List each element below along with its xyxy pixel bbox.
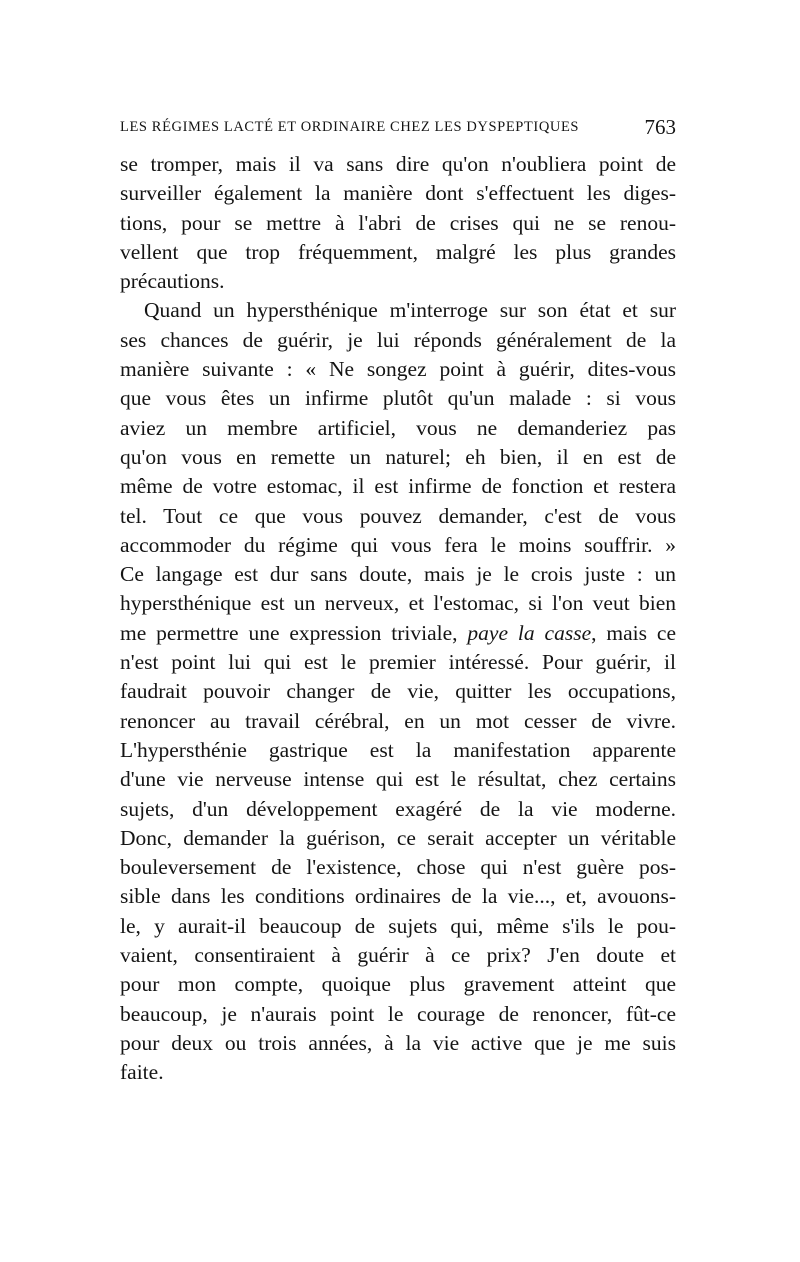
text-line: qu'on vous en remette un naturel; eh bien, il en est de [120, 444, 676, 469]
text-line: sible dans les conditions ordinaires de la vie..., et, avouons- [120, 884, 676, 909]
running-head [120, 115, 676, 141]
text-line: Ce langage est dur sans doute, mais je le crois juste : un [120, 562, 676, 587]
paragraph-2 [120, 296, 676, 1087]
text-block [120, 150, 676, 1088]
text-line: Donc, demander la guérison, ce serait accepter un véritable [120, 825, 676, 850]
text-fragment: , mais ce [591, 620, 676, 645]
text-line: tions, pour se mettre à l'abri de crises qui ne se renou- [120, 210, 676, 235]
text-line: d'une vie nerveuse intense qui est le résultat, chez certains [120, 767, 676, 792]
text-line: vellent que trop fréquemment, malgré les plus grandes [120, 239, 676, 264]
text-line: vaient, consentiraient à guérir à ce prix? J'en doute et [120, 943, 676, 968]
text-line: renoncer au travail cérébral, en un mot cesser de vivre. [120, 708, 676, 733]
text-line: pour mon compte, quoique plus gravement atteint que [120, 972, 676, 997]
text-line: faite. [120, 1060, 164, 1085]
text-line: bouleversement de l'existence, chose qui n'est guère pos- [120, 855, 676, 880]
text-line: accommoder du régime qui vous fera le moins souffrir. » [120, 532, 676, 557]
text-line: pour deux ou trois années, à la vie active que je me suis [120, 1030, 676, 1055]
text-line: hypersthénique est un nerveux, et l'estomac, si l'on veut bien [120, 591, 676, 616]
text-fragment: me permettre une expression triviale, [120, 620, 468, 645]
italic-phrase: paye la casse [467, 620, 592, 645]
text-line: précautions. [120, 269, 225, 294]
text-line: le, y aurait-il beaucoup de sujets qui, même s'ils le pou- [120, 913, 676, 938]
text-line-with-italic [120, 619, 676, 648]
text-line: que vous êtes un infirme plutôt qu'un malade : si vous [120, 386, 676, 411]
text-line: L'hypersthénie gastrique est la manifestation apparente [120, 737, 676, 762]
text-line: se tromper, mais il va sans dire qu'on n'oubliera point de [120, 152, 676, 176]
text-line: sujets, d'un développement exagéré de la vie moderne. [120, 796, 676, 821]
page-number: 763 [644, 115, 676, 139]
running-title: LES RÉGIMES LACTÉ ET ORDINAIRE CHEZ LES DYSPEPTIQUES [120, 119, 580, 135]
text-line: ses chances de guérir, je lui réponds généralement de la [120, 327, 676, 352]
text-line: même de votre estomac, il est infirme de fonction et restera [120, 474, 676, 499]
text-line: manière suivante : « Ne songez point à guérir, dites-vous [120, 357, 676, 382]
text-line: n'est point lui qui est le premier intéressé. Pour guérir, il [120, 650, 676, 675]
text-line: faudrait pouvoir changer de vie, quitter les occupations, [120, 679, 676, 704]
text-line: tel. Tout ce que vous pouvez demander, c'est de vous [120, 503, 676, 528]
text-line: Quand un hypersthénique m'interroge sur son état et sur [144, 298, 676, 323]
text-line: aviez un membre artificiel, vous ne demanderiez pas [120, 415, 676, 440]
text-line: surveiller également la manière dont s'effectuent les diges- [120, 181, 676, 206]
paragraph-1 [120, 150, 676, 296]
text-line: beaucoup, je n'aurais point le courage de renoncer, fût-ce [120, 1001, 676, 1026]
